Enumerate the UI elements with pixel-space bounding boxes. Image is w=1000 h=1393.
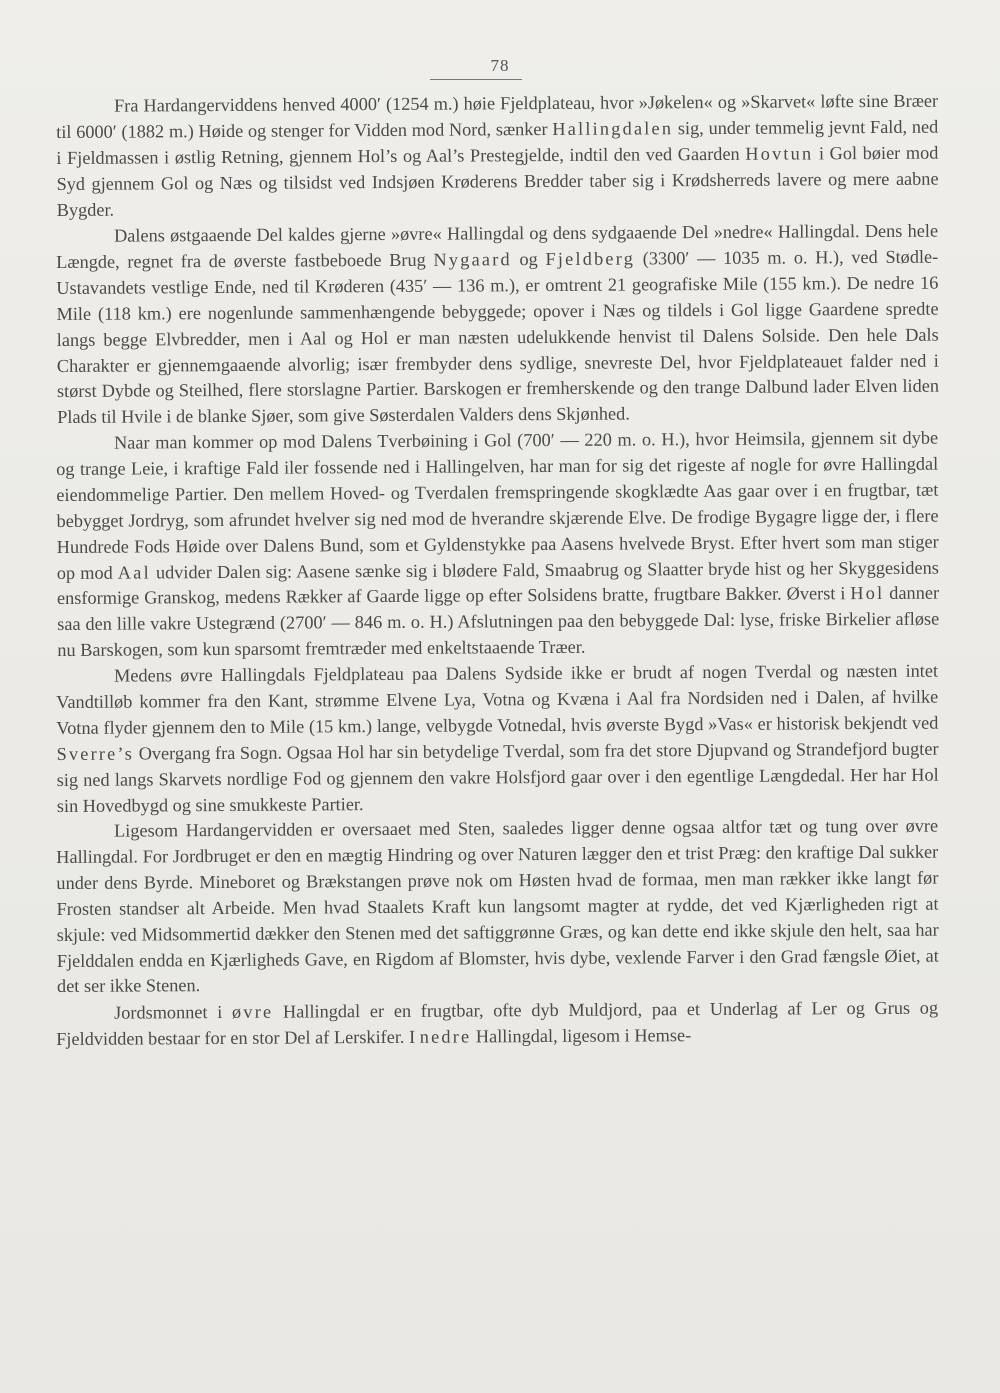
spaced-emphasis: nedre	[419, 1026, 472, 1047]
text-run: Jordsmonnet i	[114, 1001, 233, 1023]
paragraph-2	[56, 218, 939, 431]
text-run: udvider Dalen sig: Aasene sænke sig i blødere Fald, Smaabrug og Slaatter bryde hist og her Skyggesidens ensformige Granskog, medens Rækker af Gaarde ligge op efter Solsidens bratte, frugtbare Bakker. Øverst i	[56, 556, 939, 609]
text-run: Medens øvre Hallingdals Fjeldplateau paa Dalens Sydside ikke er brudt af nogen Tverdal og næsten intet Vandtilløb kommer fra den Kant, strømme Elvene Lya, Votna og Kvæna i Aal fra Nordsiden ned i Dalen, af hvilke Votna flyder gjennem den to Mile (15 km.) lange, velbygde Votnedal, hvis øverste Bygd »Vas« er historisk bekjendt ved	[56, 660, 939, 738]
spaced-emphasis: øvre	[231, 1001, 274, 1022]
spaced-emphasis: Hovtun	[745, 143, 814, 164]
spaced-emphasis: Sverre’s	[56, 743, 135, 764]
page-number-rule	[430, 79, 522, 80]
text-run: Ligesom Hardangervidden er oversaaet med Sten, saaledes ligger denne ogsaa altfor tæt og tung over øvre Hallingdal. For Jordbruget er den en mægtig Hindring og over Naturen lægger den et trist Præg: den kraftige Dal sukker under dens Byrde. Mineboret og Brækstangen prøve nok om Høsten hvad de formaa, men man rækker ikke langt før Frosten standser alt Arbeide. Men hvad Staalets Kraft kun langsomt magter at rydde, det ved Kjærligheden rigt at skjule: ved Midsommertid dækker den Stenen med det saftiggrønne Græs, og kan dette end ikke skjule den helt, saa har Fjelddalen endda en Kjærligheds Gave, en Rigdom af Blomster, hvis dybe, vexlende Farver i den Grad fængsle Øiet, at det ser ikke Stenen.	[56, 815, 939, 997]
spaced-emphasis: Aal	[117, 561, 151, 582]
text-run: Overgang fra Sogn. Ogsaa Hol har sin betydelige Tverdal, som fra det store Djupvand og Strandefjord bugter sig ned langs Skarvets nordlige Fod og gjennem den vakre Holsfjord gaar over i den egentlige Længdedal. Her har Hol sin Hovedbygd og sine smukkeste Partier.	[56, 738, 939, 816]
text-run: (3300′ — 1035 m. o. H.), ved Stødle-Ustavandets vestlige Ende, ned til Krøderen (435′ — 136 m.), er omtrent 21 geografiske Mile (155 km.). De nedre 16 Mile (118 km.) ere nogenlunde sammenhængende bebyggede; opover i Næs og tildels i Gol ligge Gaardene spredte langs begge Elvbredder, men i Aal og Hol er man næsten udelukkende henvist til Dalens Solside. Den hele Dals Charakter er gjennemgaaende alvorlig; især frembyder dens sydlige, snevreste Del, hvor Fjeldplateauet falder ned i størst Dybde og Steilhed, flere storslagne Partier. Barskogen er fremherskende og den trange Dalbund lader Elven liden Plads til Hvile i de blanke Sjøer, som give Søsterdalen Valders dens Skjønhed.	[56, 246, 940, 427]
text-run: og	[511, 248, 546, 269]
spaced-emphasis: Nygaard	[433, 248, 512, 270]
text-run: Hallingdal, ligesom i Hemse-	[471, 1024, 692, 1047]
page-number: 78	[490, 56, 510, 75]
spaced-emphasis: Fjeldberg	[545, 247, 636, 269]
spaced-emphasis: Hallingdalen	[552, 118, 674, 139]
paragraph-6	[56, 995, 938, 1052]
text-run: Dalens østgaaende Del kaldes gjerne »øvre« Hallingdal og dens sydgaaende Del »nedre« Hallingdal. Dens hele Længde, regnet fra de øverste fastbeboede Brug	[56, 220, 939, 272]
text-run: Fra Hardangerviddens henved 4000′ (1254 m.) høie Fjeldplateau, hvor »Jøkelen« og »Skarvet« løfte sine Bræer til 6000′ (1882 m.) Høide og stenger for Vidden mod Nord, sænker	[56, 90, 939, 142]
body-text	[56, 90, 940, 1053]
paragraph-4	[56, 659, 939, 820]
text-run: sig, under temmelig jevnt Fald, ned i Fjeldmassen i østlig Retning, gjennem Hol’s og Aal’s Prestegjelde, indtil den ved Gaarden	[56, 116, 939, 168]
paragraph-1	[56, 89, 939, 224]
spaced-emphasis: Hol	[850, 583, 885, 604]
paragraph-5	[56, 814, 939, 1001]
paragraph-3	[56, 425, 939, 664]
text-run: i Gol bøier mod Syd gjennem Gol og Næs og tilsidst ved Indsjøen Krøderens Bredder taber sig i Krødsherreds lavere og mere aabne Bygder.	[56, 142, 939, 220]
text-run: Hallingdal er en frugtbar, ofte dyb Muldjord, paa et Underlag af Ler og Grus og Fjeldvidden bestaar for en stor Del af Lerskifer. I	[56, 997, 939, 1049]
text-run: Naar man kommer op mod Dalens Tverbøining i Gol (700′ — 220 m. o. H.), hvor Heimsila, gjennem sit dybe og trange Leie, i kraftige Fald iler fossende ned i Hallingelven, har man for sig det rigeste af nogle for øvre Hallingdal eiendommelige Partier. Den mellem Hoved- og Tverdalen fremspringende skogklædte Aas gaar over i en frugtbar, tæt bebygget Jordryg, som afrundet hvelver sig ned mod de hverandre skjærende Elve. De frodige Bygagre ligge der, i flere Hundrede Fods Høide over Dalens Bund, som et Gyldenstykke paa Aasens hvelvede Bryst. Efter hvert som man stiger op mod	[56, 427, 939, 583]
text-run: danner saa den lille vakre Ustegrænd (2700′ — 846 m. o. H.) Afslutningen paa den bebyggede Dal: lyse, friske Birkelier afløse nu Barskogen, som kun sparsomt fremtræder med enkeltstaaende Træer.	[57, 582, 940, 661]
